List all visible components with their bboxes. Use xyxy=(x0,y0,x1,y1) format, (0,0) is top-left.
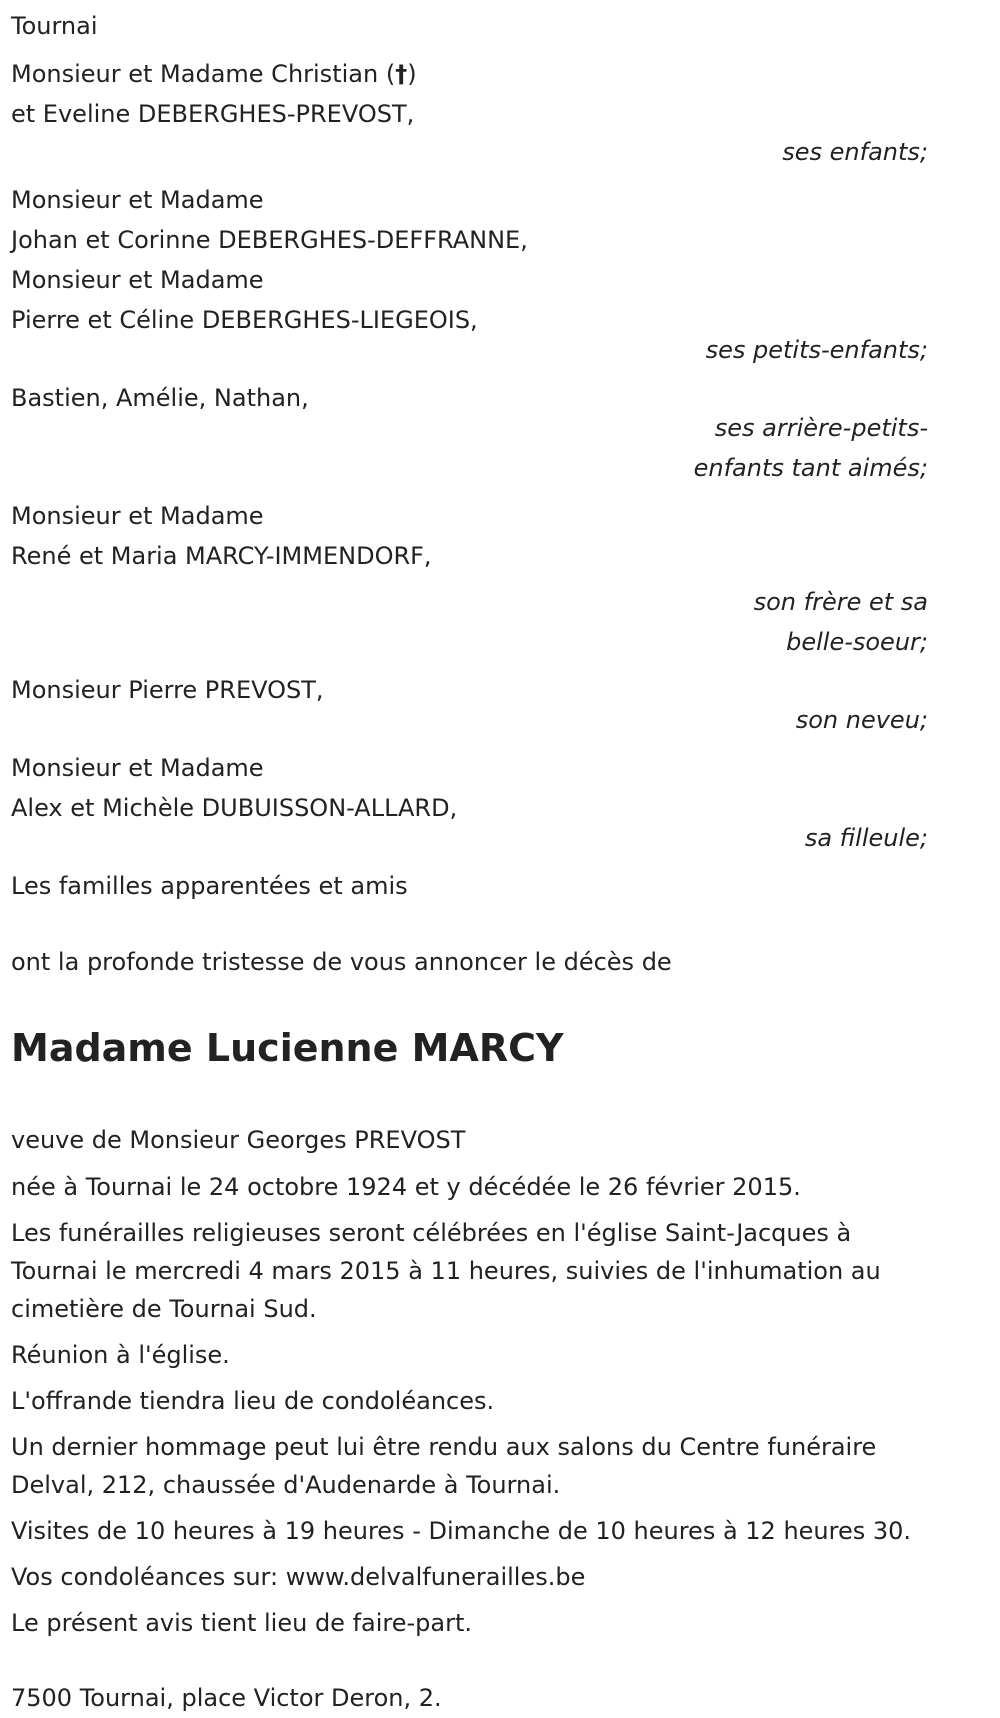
great-grandchildren-role-line-2: enfants tant aimés; xyxy=(693,454,928,482)
children-line-2: et Eveline DEBERGHES-PREVOST, xyxy=(11,100,415,128)
children-role: ses enfants; xyxy=(782,138,928,166)
great-grandchildren-line: Bastien, Amélie, Nathan, xyxy=(11,384,309,412)
meeting-details: Réunion à l'église. xyxy=(11,1341,230,1369)
city-heading: Tournai xyxy=(11,12,98,40)
cross-icon: † xyxy=(395,60,408,88)
address-line: 7500 Tournai, place Victor Deron, 2. xyxy=(11,1684,442,1712)
announcement-line: ont la profonde tristesse de vous annoncer le décès de xyxy=(11,948,672,976)
funeral-details: Les funérailles religieuses seront célébrées en l'église Saint-Jacques à Tournai le mercredi 4 mars 2015 à 11 heures, suivies de l'inhumation au cimetière de Tournai Sud. xyxy=(11,1219,881,1323)
tribute-details: Un dernier hommage peut lui être rendu aux salons du Centre funéraire Delval, 212, chaussée d'Audenarde à Tournai. xyxy=(11,1433,877,1499)
grandchildren-line-2: Johan et Corinne DEBERGHES-DEFFRANNE, xyxy=(11,226,528,254)
sibling-role-line-1: son frère et sa xyxy=(753,588,928,616)
grandchildren-line-1: Monsieur et Madame xyxy=(11,186,264,214)
grandchildren-role: ses petits-enfants; xyxy=(705,336,928,364)
nephew-line: Monsieur Pierre PREVOST, xyxy=(11,676,324,704)
goddaughter-role: sa filleule; xyxy=(804,824,928,852)
condolences-details: Vos condoléances sur: www.delvalfunerailles.be xyxy=(11,1563,586,1591)
children-line-1 xyxy=(11,54,990,94)
deceased-name: Madame Lucienne MARCY xyxy=(11,1026,564,1070)
sibling-line-2: René et Maria MARCY-IMMENDORF, xyxy=(11,542,432,570)
nephew-role: son neveu; xyxy=(795,706,928,734)
children-line-1-suffix: ) xyxy=(407,60,417,88)
visits-details: Visites de 10 heures à 19 heures - Dimanche de 10 heures à 12 heures 30. xyxy=(11,1517,912,1545)
great-grandchildren-role-line-1: ses arrière-petits- xyxy=(714,414,928,442)
offering-details: L'offrande tiendra lieu de condoléances. xyxy=(11,1387,495,1415)
birth-death-details: née à Tournai le 24 octobre 1924 et y décédée le 26 février 2015. xyxy=(11,1173,801,1201)
sibling-line-1: Monsieur et Madame xyxy=(11,502,264,530)
goddaughter-line-2: Alex et Michèle DUBUISSON-ALLARD, xyxy=(11,794,458,822)
relatives-line: Les familles apparentées et amis xyxy=(11,872,408,900)
children-line-1-prefix: Monsieur et Madame Christian ( xyxy=(11,60,396,88)
grandchildren-line-4: Pierre et Céline DEBERGHES-LIEGEOIS, xyxy=(11,306,478,334)
widow-of-line: veuve de Monsieur Georges PREVOST xyxy=(11,1126,466,1154)
goddaughter-line-1: Monsieur et Madame xyxy=(11,754,264,782)
notice-details: Le présent avis tient lieu de faire-part. xyxy=(11,1609,473,1637)
sibling-role-line-2: belle-soeur; xyxy=(786,628,928,656)
grandchildren-line-3: Monsieur et Madame xyxy=(11,266,264,294)
